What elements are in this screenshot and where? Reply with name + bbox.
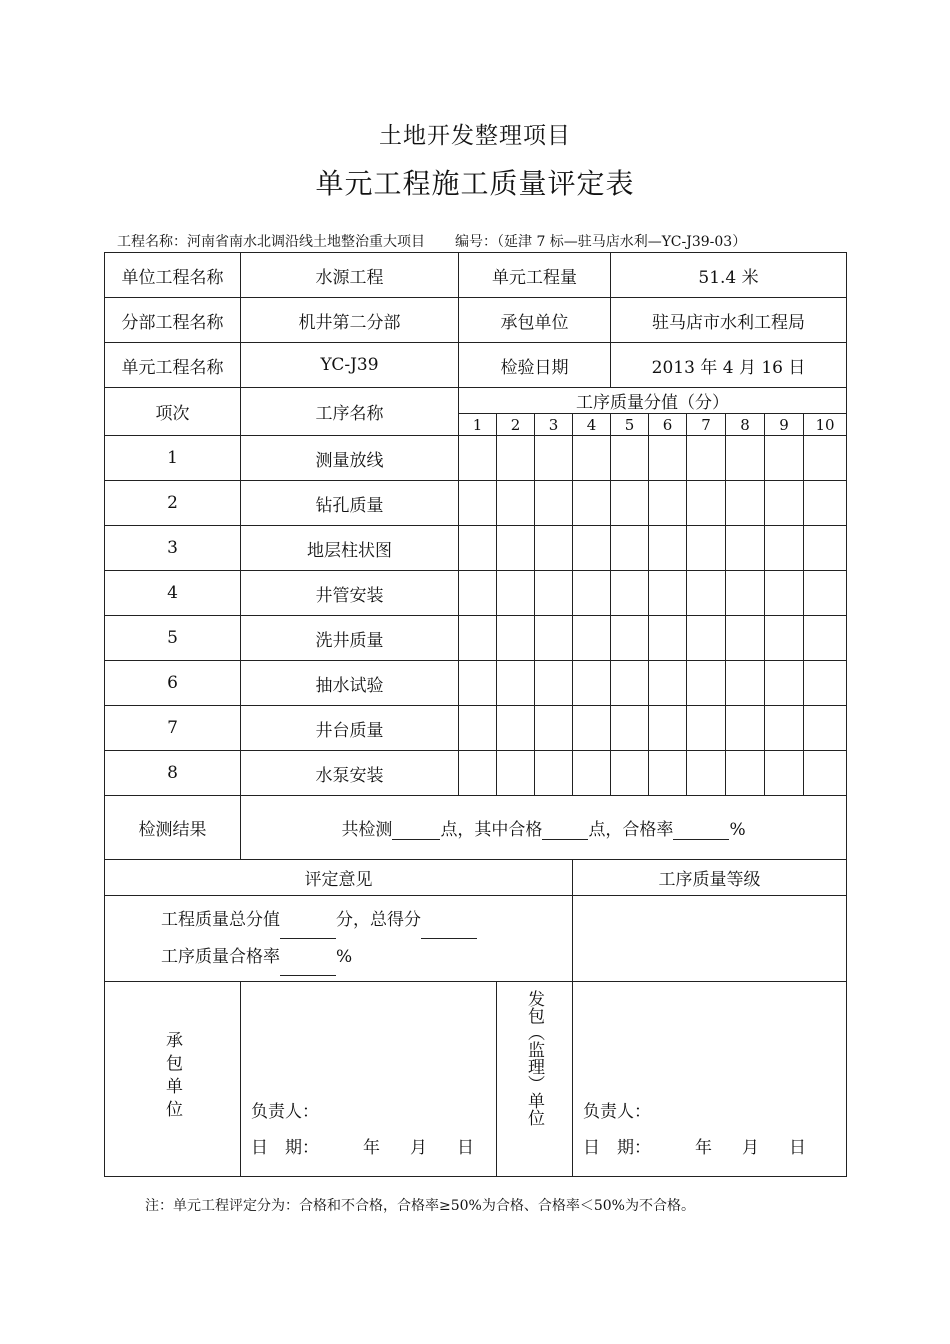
contractor-month: 月 bbox=[410, 1138, 427, 1158]
score-cell[interactable] bbox=[649, 481, 687, 526]
process-name: 钻孔质量 bbox=[241, 481, 459, 526]
item-number: 6 bbox=[105, 661, 241, 706]
score-col: 6 bbox=[649, 414, 687, 436]
table-row bbox=[105, 571, 847, 616]
score-cell[interactable] bbox=[726, 571, 765, 616]
employer-signature[interactable] bbox=[573, 982, 847, 1177]
score-cell[interactable] bbox=[459, 706, 497, 751]
total-score-mid: 分，总得分 bbox=[336, 909, 421, 930]
employer-vertical-cell bbox=[497, 982, 573, 1177]
item-number: 3 bbox=[105, 526, 241, 571]
score-cell[interactable] bbox=[804, 706, 847, 751]
project-meta bbox=[117, 231, 746, 251]
score-cell[interactable] bbox=[573, 526, 611, 571]
evaluation-header-row bbox=[105, 860, 847, 896]
table-row bbox=[105, 526, 847, 571]
process-name: 地层柱状图 bbox=[241, 526, 459, 571]
score-cell[interactable] bbox=[535, 526, 573, 571]
score-col: 8 bbox=[726, 414, 765, 436]
score-cell[interactable] bbox=[649, 526, 687, 571]
score-cell[interactable] bbox=[649, 751, 687, 796]
score-cell[interactable] bbox=[649, 661, 687, 706]
score-cell[interactable] bbox=[804, 481, 847, 526]
score-cell[interactable] bbox=[726, 706, 765, 751]
score-cell[interactable] bbox=[765, 526, 804, 571]
item-number: 2 bbox=[105, 481, 241, 526]
score-col: 4 bbox=[573, 414, 611, 436]
score-cell[interactable] bbox=[611, 706, 649, 751]
score-cell[interactable] bbox=[497, 616, 535, 661]
score-obtained-blank[interactable] bbox=[421, 920, 477, 939]
score-cell[interactable] bbox=[649, 706, 687, 751]
contractor-date-line bbox=[251, 1130, 496, 1166]
process-name: 抽水试验 bbox=[241, 661, 459, 706]
unit-project-value: 水源工程 bbox=[241, 253, 459, 298]
score-cell[interactable] bbox=[765, 436, 804, 481]
score-cell[interactable] bbox=[459, 751, 497, 796]
score-cell[interactable] bbox=[535, 706, 573, 751]
score-cell[interactable] bbox=[611, 616, 649, 661]
score-cell[interactable] bbox=[804, 526, 847, 571]
score-cell[interactable] bbox=[459, 526, 497, 571]
score-cell[interactable] bbox=[611, 571, 649, 616]
process-name: 洗井质量 bbox=[241, 616, 459, 661]
contractor-year: 年 bbox=[363, 1138, 380, 1158]
score-cell[interactable] bbox=[497, 436, 535, 481]
item-number-header: 项次 bbox=[105, 388, 241, 436]
grade-cell[interactable] bbox=[573, 896, 847, 982]
item-number: 7 bbox=[105, 706, 241, 751]
score-cell[interactable] bbox=[687, 526, 726, 571]
process-rate-unit: % bbox=[336, 946, 353, 967]
score-cell[interactable] bbox=[535, 616, 573, 661]
item-number: 8 bbox=[105, 751, 241, 796]
grade-header: 工序质量等级 bbox=[573, 860, 847, 896]
division-label: 分部工程名称 bbox=[105, 298, 241, 343]
result-text-b: 点，其中合格 bbox=[440, 820, 543, 840]
result-text-c: 点，合格率 bbox=[588, 820, 674, 840]
score-cell[interactable] bbox=[687, 616, 726, 661]
score-cell[interactable] bbox=[573, 481, 611, 526]
score-cell[interactable] bbox=[611, 436, 649, 481]
info-row-element bbox=[105, 343, 847, 388]
contractor-vertical-label: 承包单位 bbox=[162, 1030, 182, 1123]
score-cell[interactable] bbox=[497, 661, 535, 706]
score-cell[interactable] bbox=[535, 481, 573, 526]
score-cell[interactable] bbox=[459, 616, 497, 661]
item-number: 1 bbox=[105, 436, 241, 481]
contractor-date-label: 日 期： bbox=[251, 1138, 319, 1158]
score-cell[interactable] bbox=[765, 706, 804, 751]
table-row bbox=[105, 706, 847, 751]
contractor-responsible: 负责人： bbox=[251, 1102, 319, 1122]
score-cell[interactable] bbox=[804, 436, 847, 481]
score-cell[interactable] bbox=[459, 571, 497, 616]
signature-row bbox=[105, 982, 847, 1177]
score-cell[interactable] bbox=[611, 526, 649, 571]
employer-date-line bbox=[583, 1130, 846, 1166]
score-cell[interactable] bbox=[497, 751, 535, 796]
item-number: 4 bbox=[105, 571, 241, 616]
score-cell[interactable] bbox=[573, 706, 611, 751]
result-text-d: % bbox=[729, 820, 746, 840]
score-cell[interactable] bbox=[573, 661, 611, 706]
score-cell[interactable] bbox=[765, 661, 804, 706]
score-cell[interactable] bbox=[535, 751, 573, 796]
item-number: 5 bbox=[105, 616, 241, 661]
total-score-label: 工程质量总分值 bbox=[161, 909, 280, 930]
contractor-signature[interactable] bbox=[241, 982, 497, 1177]
score-cell[interactable] bbox=[765, 571, 804, 616]
inspection-date-label: 检验日期 bbox=[459, 343, 611, 388]
score-cell[interactable] bbox=[687, 751, 726, 796]
employer-month: 月 bbox=[742, 1138, 759, 1158]
score-col: 10 bbox=[804, 414, 847, 436]
element-name-value: YC-J39 bbox=[241, 343, 459, 388]
process-name-header: 工序名称 bbox=[241, 388, 459, 436]
project-name-label: 工程名称：河南省南水北调沿线土地整治重大项目 bbox=[117, 234, 425, 250]
score-cell[interactable] bbox=[611, 661, 649, 706]
score-cell[interactable] bbox=[765, 481, 804, 526]
contractor-value: 驻马店市水利工程局 bbox=[611, 298, 847, 343]
score-cell[interactable] bbox=[497, 571, 535, 616]
employer-date-label: 日 期： bbox=[583, 1138, 651, 1158]
contractor-label: 承包单位 bbox=[459, 298, 611, 343]
element-name-label: 单元工程名称 bbox=[105, 343, 241, 388]
score-cell[interactable] bbox=[726, 481, 765, 526]
table-row bbox=[105, 436, 847, 481]
score-cell[interactable] bbox=[726, 526, 765, 571]
element-quantity-value: 51.4 米 bbox=[611, 253, 847, 298]
table-row bbox=[105, 616, 847, 661]
score-cell[interactable] bbox=[726, 661, 765, 706]
score-cell[interactable] bbox=[649, 616, 687, 661]
info-row-unit bbox=[105, 253, 847, 298]
element-quantity-label: 单元工程量 bbox=[459, 253, 611, 298]
form-title-line1: 土地开发整理项目 bbox=[379, 123, 571, 149]
process-name: 水泵安装 bbox=[241, 751, 459, 796]
score-cell[interactable] bbox=[497, 706, 535, 751]
score-cell[interactable] bbox=[497, 481, 535, 526]
evaluation-summary bbox=[105, 896, 573, 982]
process-name: 井管安装 bbox=[241, 571, 459, 616]
score-cell[interactable] bbox=[765, 616, 804, 661]
qualified-rate-blank[interactable] bbox=[673, 821, 729, 840]
score-cell[interactable] bbox=[687, 706, 726, 751]
form-title-line2: 单元工程施工质量评定表 bbox=[315, 167, 635, 200]
checked-count-blank[interactable] bbox=[392, 821, 440, 840]
score-cell[interactable] bbox=[573, 616, 611, 661]
grid-header-row bbox=[105, 388, 847, 414]
table-row bbox=[105, 661, 847, 706]
score-cell[interactable] bbox=[804, 571, 847, 616]
score-cell[interactable] bbox=[687, 436, 726, 481]
form-code-label: 编号：（延津 7 标—驻马店水利—YC-J39-03） bbox=[455, 234, 747, 250]
score-header: 工序质量分值（分） bbox=[459, 388, 847, 414]
score-cell[interactable] bbox=[573, 571, 611, 616]
score-cell[interactable] bbox=[687, 481, 726, 526]
score-col: 1 bbox=[459, 414, 497, 436]
division-value: 机井第二分部 bbox=[241, 298, 459, 343]
quality-assessment-table bbox=[104, 252, 847, 1177]
process-name: 测量放线 bbox=[241, 436, 459, 481]
contractor-day: 日 bbox=[457, 1138, 474, 1158]
score-cell[interactable] bbox=[459, 436, 497, 481]
score-cell[interactable] bbox=[611, 481, 649, 526]
inspection-result-text bbox=[241, 796, 847, 860]
score-cell[interactable] bbox=[535, 436, 573, 481]
score-col: 5 bbox=[611, 414, 649, 436]
qualified-count-blank[interactable] bbox=[542, 821, 588, 840]
score-cell[interactable] bbox=[459, 481, 497, 526]
score-cell[interactable] bbox=[804, 661, 847, 706]
employer-vertical-label: 发包（监理）单位 bbox=[524, 990, 544, 1126]
score-cell[interactable] bbox=[611, 751, 649, 796]
process-rate-line bbox=[161, 939, 572, 976]
score-col: 3 bbox=[535, 414, 573, 436]
inspection-date-value: 2013 年 4 月 16 日 bbox=[611, 343, 847, 388]
score-cell[interactable] bbox=[535, 661, 573, 706]
score-col: 7 bbox=[687, 414, 726, 436]
score-cell[interactable] bbox=[726, 436, 765, 481]
inspection-result-row bbox=[105, 796, 847, 860]
score-cell[interactable] bbox=[649, 571, 687, 616]
process-rate-label: 工序质量合格率 bbox=[161, 946, 280, 967]
score-cell[interactable] bbox=[535, 571, 573, 616]
info-row-division bbox=[105, 298, 847, 343]
footnote: 注：单元工程评定分为：合格和不合格，合格率≥50%为合格、合格率＜50%为不合格。 bbox=[145, 1198, 695, 1214]
inspection-result-label: 检测结果 bbox=[105, 796, 241, 860]
score-cell[interactable] bbox=[726, 616, 765, 661]
contractor-vertical-cell bbox=[105, 982, 241, 1177]
score-cell[interactable] bbox=[687, 571, 726, 616]
table-row bbox=[105, 751, 847, 796]
score-cell[interactable] bbox=[573, 751, 611, 796]
score-cell[interactable] bbox=[497, 526, 535, 571]
process-rate-blank[interactable] bbox=[280, 957, 336, 976]
evaluation-body-row bbox=[105, 896, 847, 982]
score-col: 9 bbox=[765, 414, 804, 436]
score-col: 2 bbox=[497, 414, 535, 436]
opinion-header: 评定意见 bbox=[105, 860, 573, 896]
score-cell[interactable] bbox=[687, 661, 726, 706]
score-cell[interactable] bbox=[765, 751, 804, 796]
total-score-blank[interactable] bbox=[280, 920, 336, 939]
score-cell[interactable] bbox=[459, 661, 497, 706]
score-cell[interactable] bbox=[804, 751, 847, 796]
score-cell[interactable] bbox=[804, 616, 847, 661]
score-cell[interactable] bbox=[726, 751, 765, 796]
employer-responsible: 负责人： bbox=[583, 1102, 651, 1122]
score-cell[interactable] bbox=[649, 436, 687, 481]
result-text-a: 共检测 bbox=[341, 820, 393, 840]
employer-year: 年 bbox=[695, 1138, 712, 1158]
employer-day: 日 bbox=[789, 1138, 806, 1158]
table-row bbox=[105, 481, 847, 526]
total-score-line bbox=[161, 902, 572, 939]
process-name: 井台质量 bbox=[241, 706, 459, 751]
score-cell[interactable] bbox=[573, 436, 611, 481]
unit-project-label: 单位工程名称 bbox=[105, 253, 241, 298]
